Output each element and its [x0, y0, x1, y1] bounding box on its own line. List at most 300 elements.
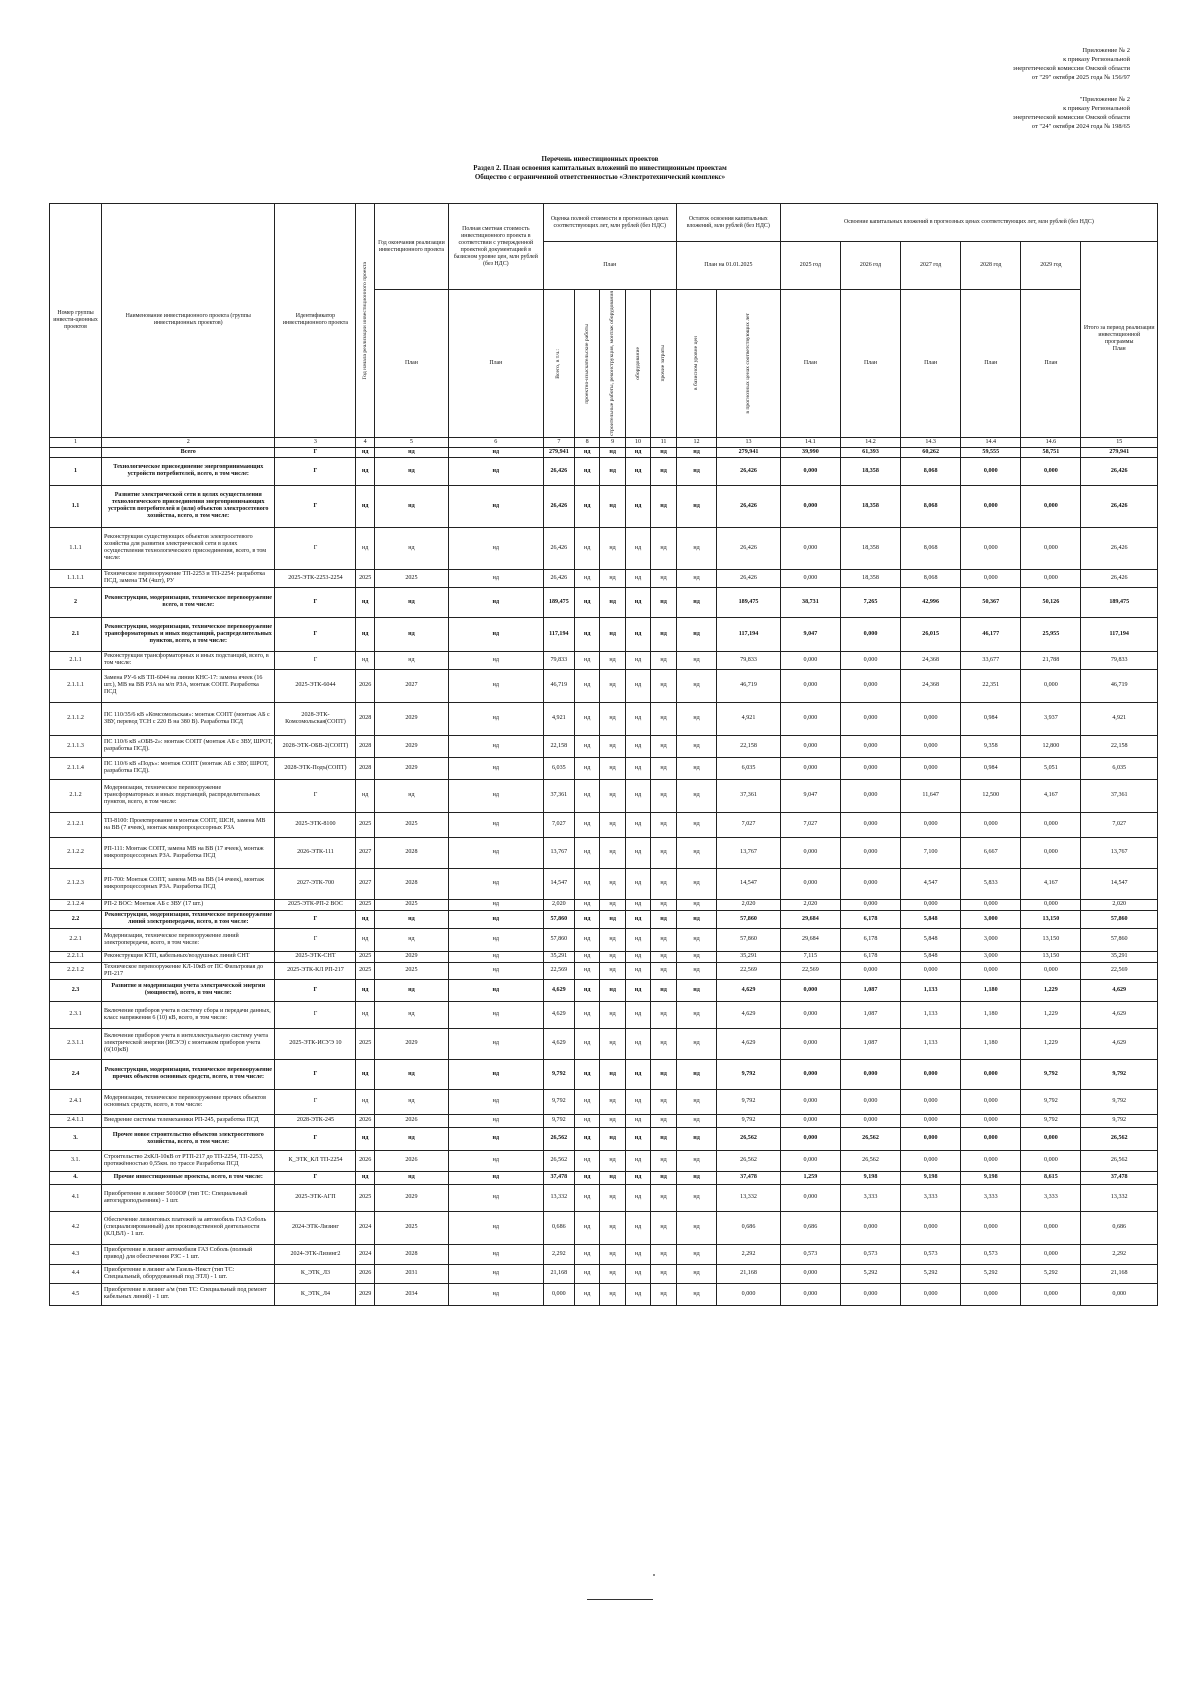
value-cell: 0,686	[543, 1211, 574, 1244]
value-cell: 4,629	[543, 1028, 574, 1059]
value-cell: нд	[676, 587, 716, 617]
value-cell: нд	[676, 1001, 716, 1028]
value-cell: нд	[356, 979, 375, 1001]
value-cell: 0,000	[840, 651, 900, 669]
value-cell: нд	[625, 951, 650, 962]
value-cell: нд	[574, 899, 599, 910]
value-cell: 2029	[374, 951, 448, 962]
value-cell: 13,150	[1021, 910, 1081, 928]
value-cell: нд	[676, 1127, 716, 1150]
project-name-cell: Включение приборов учета в систему сбора и передачи данных, класс напряжения 6 (10) кВ, всего, в том числе:	[102, 1001, 275, 1028]
project-name-cell: Реконструкция КТП, кабельных/воздушных линий СНТ	[102, 951, 275, 962]
project-name-cell: РП-700: Монтаж СОПТ, замена МВ на ВВ (14 ячеек), монтаж микропроцессорных РЗА. Разработка ПСД	[102, 868, 275, 899]
value-cell: нд	[651, 457, 677, 485]
value-cell: 2034	[374, 1283, 448, 1305]
value-cell: нд	[625, 962, 650, 979]
value-cell: 9,792	[1021, 1089, 1081, 1114]
value-cell: нд	[448, 1150, 543, 1171]
value-cell: 2027	[356, 837, 375, 868]
project-id-cell: 2025-ЭТК-ИСУЭ 10	[275, 1028, 356, 1059]
value-cell: 9,792	[717, 1114, 781, 1127]
value-cell: 8,068	[901, 485, 961, 527]
value-cell: 2028	[374, 1244, 448, 1264]
value-cell: нд	[356, 1171, 375, 1184]
value-cell: 0,000	[840, 899, 900, 910]
value-cell: нд	[448, 779, 543, 812]
column-number-cell: 14.2	[840, 437, 900, 447]
value-cell: 0,000	[961, 1059, 1021, 1089]
value-cell: нд	[651, 899, 677, 910]
value-cell: 3,000	[961, 928, 1021, 951]
value-cell: 1,229	[1021, 1028, 1081, 1059]
value-cell: 0,000	[901, 1089, 961, 1114]
value-cell: нд	[600, 951, 625, 962]
project-id-cell: Г	[275, 587, 356, 617]
value-cell: 13,767	[717, 837, 781, 868]
value-cell: нд	[448, 1244, 543, 1264]
row-number-cell: 2.2	[50, 910, 102, 928]
row-number-cell	[50, 447, 102, 457]
table-row	[50, 757, 1158, 779]
table-row	[50, 951, 1158, 962]
value-cell: 3,937	[1021, 702, 1081, 735]
value-cell: 0,573	[780, 1244, 840, 1264]
table-row	[50, 735, 1158, 757]
value-cell: 26,562	[1081, 1127, 1158, 1150]
value-cell: 26,426	[717, 457, 781, 485]
value-cell: нд	[574, 587, 599, 617]
column-number-cell: 8	[574, 437, 599, 447]
value-cell: нд	[651, 669, 677, 702]
document-title	[0, 155, 1200, 182]
header-line: "Приложение № 2	[1079, 96, 1130, 103]
value-cell: 26,426	[717, 527, 781, 569]
project-id-cell: 2025-ЭТК-АГП	[275, 1184, 356, 1211]
value-cell: нд	[448, 1001, 543, 1028]
row-number-cell: 2.1.2.1	[50, 812, 102, 837]
value-cell: нд	[374, 485, 448, 527]
value-cell: 26,562	[840, 1127, 900, 1150]
value-cell: нд	[676, 617, 716, 651]
value-cell: нд	[356, 651, 375, 669]
value-cell: 0,000	[840, 735, 900, 757]
value-cell: нд	[625, 1283, 650, 1305]
row-number-cell: 2.4.1	[50, 1089, 102, 1114]
col-header-equipment	[625, 290, 650, 438]
value-cell: нд	[448, 527, 543, 569]
value-cell: нд	[600, 1001, 625, 1028]
value-cell: нд	[574, 1089, 599, 1114]
value-cell: 2024	[356, 1211, 375, 1244]
value-cell: нд	[356, 1127, 375, 1150]
value-cell: 6,035	[717, 757, 781, 779]
value-cell: 5,292	[961, 1264, 1021, 1283]
value-cell: 2029	[374, 1028, 448, 1059]
table-row	[50, 1028, 1158, 1059]
value-cell: нд	[448, 1059, 543, 1089]
table-row	[50, 485, 1158, 527]
value-cell: нд	[374, 447, 448, 457]
value-cell: нд	[600, 1114, 625, 1127]
value-cell: 2025	[374, 962, 448, 979]
value-cell: нд	[651, 651, 677, 669]
table-row	[50, 1283, 1158, 1305]
value-cell: 2,292	[1081, 1244, 1158, 1264]
value-cell: 13,332	[717, 1184, 781, 1211]
value-cell: 5,051	[1021, 757, 1081, 779]
value-cell: нд	[600, 527, 625, 569]
value-cell: 4,629	[543, 979, 574, 1001]
value-cell: 0,000	[780, 485, 840, 527]
value-cell: нд	[676, 569, 716, 587]
value-cell: 14,547	[717, 868, 781, 899]
value-cell: 4,167	[1021, 779, 1081, 812]
value-cell: нд	[448, 951, 543, 962]
header-line: от "29" октября 2025 года № 156/97	[1031, 74, 1130, 81]
project-name-cell: Реконструкция существующих объектов электросетевого хозяйства для развития электрической сети в целях осуществления технологического присоединения, всего, в том числе:	[102, 527, 275, 569]
project-id-cell: Г	[275, 1059, 356, 1089]
col-header-plan-2029: План	[1021, 290, 1081, 438]
project-name-cell: ПС 110/35/6 кВ «Комсомольская»: монтаж СОПТ (монтаж АБ с ЗВУ, перевод ТСН с 220 В на 380 В). Разработка ПСД	[102, 702, 275, 735]
value-cell: 9,792	[543, 1089, 574, 1114]
project-id-cell: 2028-ЭТК-ОБВ-2(СОПТ)	[275, 735, 356, 757]
row-number-cell: 2.2.1	[50, 928, 102, 951]
value-cell: нд	[600, 1150, 625, 1171]
value-cell: нд	[625, 587, 650, 617]
value-cell: 0,984	[961, 702, 1021, 735]
value-cell: 0,000	[1021, 569, 1081, 587]
col-header-total	[1081, 242, 1158, 438]
value-cell: нд	[625, 447, 650, 457]
value-cell: 0,000	[840, 812, 900, 837]
value-cell: нд	[625, 651, 650, 669]
value-cell: нд	[574, 928, 599, 951]
value-cell: 57,860	[543, 928, 574, 951]
value-cell: 37,361	[1081, 779, 1158, 812]
project-name-cell: Реконструкция, модернизация, техническое перевооружение линий электропередачи, всего, в том числе:	[102, 910, 275, 928]
project-id-cell: Г	[275, 617, 356, 651]
value-cell: 0,000	[1081, 1283, 1158, 1305]
value-cell: 0,000	[1021, 812, 1081, 837]
project-name-cell: Модернизация, техническое перевооружение прочих объектов основных средств, всего, в том числе:	[102, 1089, 275, 1114]
value-cell: нд	[676, 1171, 716, 1184]
value-cell: 1,180	[961, 979, 1021, 1001]
value-cell: 58,751	[1021, 447, 1081, 457]
value-cell: 2028	[356, 735, 375, 757]
table-row	[50, 962, 1158, 979]
value-cell: 57,860	[1081, 910, 1158, 928]
value-cell: 22,158	[1081, 735, 1158, 757]
value-cell: 2026	[356, 669, 375, 702]
value-cell: 4,629	[1081, 979, 1158, 1001]
value-cell: нд	[374, 928, 448, 951]
row-number-cell: 2.4.1.1	[50, 1114, 102, 1127]
project-id-cell: Г	[275, 457, 356, 485]
value-cell: 0,000	[901, 757, 961, 779]
value-cell: 5,848	[901, 928, 961, 951]
value-cell: 2025	[356, 951, 375, 962]
table-row	[50, 910, 1158, 928]
value-cell: 21,168	[717, 1264, 781, 1283]
value-cell: нд	[676, 1150, 716, 1171]
value-cell: 2026	[374, 1150, 448, 1171]
value-cell: нд	[574, 485, 599, 527]
value-cell: нд	[651, 962, 677, 979]
value-cell: нд	[651, 1244, 677, 1264]
value-cell: 189,475	[1081, 587, 1158, 617]
row-number-cell: 4.3	[50, 1244, 102, 1264]
value-cell: 117,194	[1081, 617, 1158, 651]
value-cell: 9,792	[1081, 1059, 1158, 1089]
value-cell: 26,426	[717, 485, 781, 527]
table-row	[50, 1264, 1158, 1283]
header-line: энергетической комиссии Омской области	[1012, 65, 1130, 72]
value-cell: 5,848	[901, 910, 961, 928]
value-cell: нд	[574, 1283, 599, 1305]
value-cell: 2025	[356, 899, 375, 910]
value-cell: 2,020	[543, 899, 574, 910]
row-number-cell: 2.3.1.1	[50, 1028, 102, 1059]
table-row	[50, 1211, 1158, 1244]
value-cell: 0,000	[901, 962, 961, 979]
value-cell: 9,792	[1081, 1089, 1158, 1114]
value-cell: нд	[676, 735, 716, 757]
project-id-cell: 2024-ЭТК-Лизинг2	[275, 1244, 356, 1264]
header-line: энергетической комиссии Омской области	[1012, 114, 1130, 121]
row-number-cell: 2.4	[50, 1059, 102, 1089]
value-cell: нд	[651, 837, 677, 868]
row-number-cell: 1.1.1	[50, 527, 102, 569]
row-number-cell: 2.1	[50, 617, 102, 651]
value-cell: нд	[651, 928, 677, 951]
value-cell: 50,367	[961, 587, 1021, 617]
value-cell: 2031	[374, 1264, 448, 1283]
column-number-cell: 1	[50, 437, 102, 447]
project-name-cell: Технологическое присоединение энергопринимающих устройств потребителей, всего, в том числе:	[102, 457, 275, 485]
value-cell: нд	[574, 735, 599, 757]
project-id-cell: 2028-ЭТК-Комсомольская(СОПТ)	[275, 702, 356, 735]
table-row	[50, 617, 1158, 651]
value-cell: 0,000	[780, 702, 840, 735]
value-cell: нд	[448, 735, 543, 757]
value-cell: нд	[625, 1089, 650, 1114]
value-cell: 0,000	[1021, 962, 1081, 979]
value-cell: нд	[600, 910, 625, 928]
header-line: к приказу Региональной	[1063, 105, 1130, 112]
value-cell: нд	[625, 1059, 650, 1089]
project-name-cell: Реконструкция, модернизация, техническое перевооружение прочих объектов основных средств, всего, в том числе:	[102, 1059, 275, 1089]
value-cell: 22,158	[543, 735, 574, 757]
footer-rule	[587, 1599, 653, 1600]
column-number-cell: 14.6	[1021, 437, 1081, 447]
value-cell: 2027	[374, 669, 448, 702]
column-number-cell: 10	[625, 437, 650, 447]
value-cell: нд	[651, 1089, 677, 1114]
value-cell: нд	[574, 757, 599, 779]
row-number-cell: 4.5	[50, 1283, 102, 1305]
value-cell: 14,547	[1081, 868, 1158, 899]
col-header-other-text: прочие затраты	[660, 345, 667, 382]
value-cell: нд	[374, 1127, 448, 1150]
value-cell: нд	[676, 1264, 716, 1283]
value-cell: 5,848	[901, 951, 961, 962]
value-cell: нд	[448, 1028, 543, 1059]
project-id-cell: 2025-ЭТК-2253-2254	[275, 569, 356, 587]
value-cell: 12,500	[961, 779, 1021, 812]
value-cell: 79,833	[717, 651, 781, 669]
value-cell: нд	[574, 868, 599, 899]
value-cell: нд	[448, 1127, 543, 1150]
value-cell: 46,177	[961, 617, 1021, 651]
value-cell: нд	[625, 1028, 650, 1059]
project-name-cell: РП-2 ВОС: Монтаж АБ с ЗВУ (17 шт.)	[102, 899, 275, 910]
col-header-full-cost: Полная сметная стоимость инвестиционного проекта в соответствии с утвержденной проектной документацией в базисном уровне цен, млн рублей (без НДС)	[448, 204, 543, 290]
row-number-cell: 2.3.1	[50, 1001, 102, 1028]
value-cell: 4,629	[717, 1028, 781, 1059]
table-row	[50, 1059, 1158, 1089]
value-cell: 26,562	[1081, 1150, 1158, 1171]
value-cell: нд	[651, 951, 677, 962]
value-cell: нд	[676, 1283, 716, 1305]
col-header-estimate: Оценка полной стоимости в прогнозных ценах соответствующих лет, млн рублей (без НДС)	[543, 204, 676, 242]
value-cell: 0,000	[780, 1264, 840, 1283]
value-cell: нд	[574, 1114, 599, 1127]
value-cell: 0,000	[840, 868, 900, 899]
value-cell: 0,000	[780, 1059, 840, 1089]
value-cell: 13,150	[1021, 928, 1081, 951]
value-cell: 0,000	[840, 1211, 900, 1244]
project-name-cell: Прочее новое строительство объектов электросетевого хозяйства, всего, в том числе:	[102, 1127, 275, 1150]
value-cell: 0,000	[961, 485, 1021, 527]
value-cell: 22,158	[717, 735, 781, 757]
value-cell: нд	[448, 1283, 543, 1305]
value-cell: 0,000	[840, 617, 900, 651]
value-cell: 3,333	[901, 1184, 961, 1211]
value-cell: нд	[625, 569, 650, 587]
value-cell: нд	[356, 457, 375, 485]
value-cell: нд	[651, 1283, 677, 1305]
value-cell: 0,000	[840, 962, 900, 979]
value-cell: 0,000	[840, 669, 900, 702]
value-cell: 117,194	[543, 617, 574, 651]
value-cell: 4,629	[717, 1001, 781, 1028]
value-cell: 0,000	[961, 1211, 1021, 1244]
value-cell: 0,000	[840, 757, 900, 779]
value-cell: 39,990	[780, 447, 840, 457]
value-cell: нд	[448, 1211, 543, 1244]
value-cell: нд	[448, 1089, 543, 1114]
value-cell: 26,562	[717, 1150, 781, 1171]
table-row	[50, 812, 1158, 837]
value-cell: 4,629	[1081, 1001, 1158, 1028]
col-header-ident: Идентификатор инвестиционного проекта	[275, 204, 356, 438]
row-number-cell: 4.1	[50, 1184, 102, 1211]
value-cell: 26,562	[840, 1150, 900, 1171]
row-number-cell: 1	[50, 457, 102, 485]
value-cell: 0,000	[961, 569, 1021, 587]
table-row	[50, 1001, 1158, 1028]
col-header-num: Номер группы инвести-ционных проектов	[50, 204, 102, 438]
col-header-plan-2028: План	[961, 290, 1021, 438]
value-cell: нд	[600, 1283, 625, 1305]
value-cell: нд	[356, 1059, 375, 1089]
column-number-cell: 14.1	[780, 437, 840, 447]
value-cell: нд	[600, 779, 625, 812]
value-cell: 0,000	[780, 569, 840, 587]
value-cell: 60,262	[901, 447, 961, 457]
project-name-cell: Модернизация, техническое перевооружение линий электропередачи, всего, в том числе:	[102, 928, 275, 951]
col-header-total-tx-text: Всего, в т.ч.:	[555, 348, 562, 379]
value-cell: 35,291	[1081, 951, 1158, 962]
project-id-cell: К_ЭТК_Л4	[275, 1283, 356, 1305]
project-name-cell: Приобретение в лизинг автомобиля ГАЗ Соболь (полный привод) для обеспечения РЗС - 1 шт.	[102, 1244, 275, 1264]
value-cell: нд	[625, 1264, 650, 1283]
value-cell: 9,198	[961, 1171, 1021, 1184]
value-cell: нд	[676, 485, 716, 527]
scan-mark	[653, 1574, 655, 1576]
value-cell: нд	[600, 1059, 625, 1089]
value-cell: 5,292	[1021, 1264, 1081, 1283]
value-cell: 26,426	[1081, 457, 1158, 485]
value-cell: 0,000	[901, 812, 961, 837]
column-number-cell: 3	[275, 437, 356, 447]
project-id-cell: Г	[275, 779, 356, 812]
project-name-cell: Развитие электрической сети в целях осуществления технологического присоединения энергопринимающих устройств потребителей и (или) объектов электросетевого хозяйства, всего, в том числе:	[102, 485, 275, 527]
value-cell: нд	[676, 447, 716, 457]
value-cell: нд	[600, 447, 625, 457]
project-name-cell: Замена РУ-6 кВ ТП-6044 на линии КНС-17: замена ячеек (16 шт.), МВ на ВВ РЗА на м/п РЗА, монтаж СОПТ. Разработка ПСД	[102, 669, 275, 702]
value-cell: 0,000	[961, 1089, 1021, 1114]
value-cell: нд	[625, 735, 650, 757]
value-cell: нд	[574, 1001, 599, 1028]
project-id-cell: 2028-ЭТК-Подъ(СОПТ)	[275, 757, 356, 779]
row-number-cell: 4.	[50, 1171, 102, 1184]
table-row	[50, 1184, 1158, 1211]
col-header-other	[651, 290, 677, 438]
value-cell: 24,368	[901, 669, 961, 702]
project-id-cell: Г	[275, 928, 356, 951]
value-cell: 7,115	[780, 951, 840, 962]
value-cell: нд	[448, 812, 543, 837]
value-cell: нд	[448, 447, 543, 457]
project-name-cell: Приобретение в лизинг а/м (тип ТС: Специальный под ремонт кабельных линий) - 1 шт.	[102, 1283, 275, 1305]
value-cell: 14,547	[543, 868, 574, 899]
value-cell: нд	[676, 702, 716, 735]
value-cell: 0,000	[1021, 485, 1081, 527]
col-header-construction-text: строительные работы, реконструкция, монтаж оборудования	[609, 291, 616, 436]
project-name-cell: Реконструкция трансформаторных и иных подстанций, всего, в том числе:	[102, 651, 275, 669]
value-cell: нд	[574, 1244, 599, 1264]
value-cell: 18,358	[840, 527, 900, 569]
value-cell: нд	[651, 485, 677, 527]
value-cell: нд	[600, 1211, 625, 1244]
value-cell: 18,358	[840, 457, 900, 485]
value-cell: нд	[600, 868, 625, 899]
value-cell: нд	[600, 702, 625, 735]
value-cell: 2026	[356, 1264, 375, 1283]
value-cell: нд	[448, 899, 543, 910]
project-name-cell: ПС 110/6 кВ «ОБВ-2»: монтаж СОПТ (монтаж АБ с ЗВУ, ШРОТ, разработка ПСД).	[102, 735, 275, 757]
value-cell: нд	[651, 910, 677, 928]
project-id-cell: Г	[275, 651, 356, 669]
col-header-start-year	[356, 204, 375, 438]
value-cell: 8,068	[901, 457, 961, 485]
value-cell: нд	[448, 569, 543, 587]
project-id-cell: 2028-ЭТК-245	[275, 1114, 356, 1127]
table-row	[50, 587, 1158, 617]
project-id-cell: Г	[275, 485, 356, 527]
row-number-cell: 1.1	[50, 485, 102, 527]
